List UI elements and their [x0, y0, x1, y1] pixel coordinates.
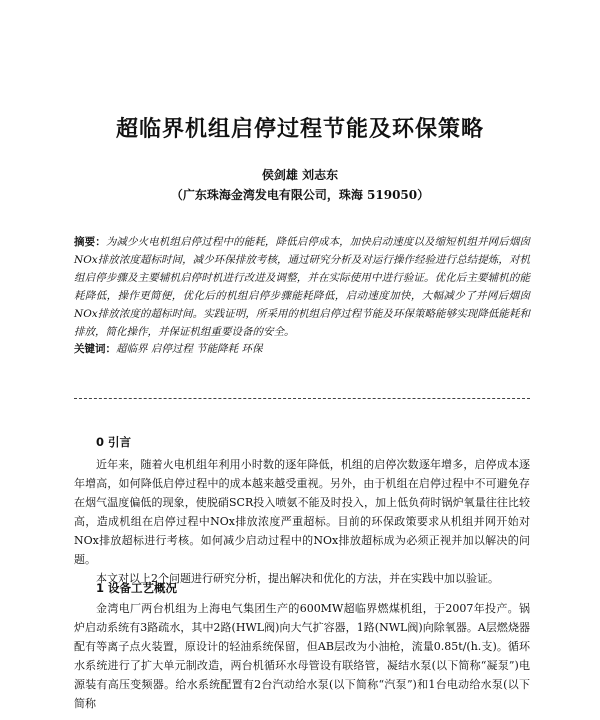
intro-paragraph-1: 近年来，随着火电机组年利用小时数的逐年降低，机组的启停次数逐年增多，启停成本逐年增高，如何降低启停过程中的成本越来越受重视。另外，由于机组在启停过程中不可避免存在烟气温度偏低的现象，使脱硝SCR投入喷氨不能及时投入，加上低负荷时锅炉氧量往往比较高，造成机组在启停过程中NOx排放浓度严重超标。目前的环保政策要求从机组并网开始对NOx排放超标进行考核。如何减少启动过程中的NOx排放超标成为必须正视并加以解决的问题。 [74, 458, 530, 566]
section-heading-equipment: 1 设备工艺概况 [96, 581, 178, 595]
affiliation: （广东珠海金湾发电有限公司，珠海 519050） [170, 188, 430, 202]
keywords-label: 关键词： [74, 343, 116, 355]
keywords-text: 超临界 启停过程 节能降耗 环保 [116, 343, 263, 355]
intro-paragraph-2: 本文对以上2个问题进行研究分析，提出解决和优化的方法，并在实践中加以验证。 [96, 572, 499, 585]
equipment-body [74, 599, 530, 713]
divider [74, 398, 530, 399]
abstract-label: 摘要： [74, 236, 106, 248]
keywords [74, 341, 530, 356]
abstract [74, 233, 530, 341]
abstract-text: 为减少火电机组启停过程中的能耗，降低启停成本，加快启动速度以及缩短机组并网后烟囱NOx排放浓度超标时间，减少环保排放考核，通过研究分析及对运行操作经验进行总结提炼，对机组启停步骤及主要辅机启停时机进行改进及调整，并在实际使用中进行验证。优化后主要辅机的能耗降低，操作更简便，优化后的机组启停步骤能耗降低，启动速度加快，大幅减少了并网后烟囱NOx排放浓度的超标时间。实践证明，所采用的机组启停过程节能及环保策略能够实现降低能耗和排放，简化操作，并保证机组重要设备的安全。 [74, 236, 531, 338]
paper-title: 超临界机组启停过程节能及环保策略 [115, 117, 484, 142]
section-heading-intro: 0 引言 [96, 435, 132, 449]
intro-body [74, 455, 530, 588]
equipment-paragraph-1: 金湾电厂两台机组为上海电气集团生产的600MW超临界燃煤机组，于2007年投产。锅炉启动系统有3路疏水，其中2路(HWL阀)向大气扩容器，1路(NWL阀)向除氧器。A层燃烧器配有等离子点火装置，原设计的轻油系统保留，但AB层改为小油枪，流量0.85t/(h.支)。循环水系统进行了扩大单元制改造，两台机循环水母管设有联络管，凝结水泵(以下简称“凝泵”)电源装有高压变频器。给水系统配置有2台汽动给水泵(以下简称“汽泵”)和1台电动给水泵(以下简称 [74, 602, 530, 710]
authors: 侯剑雄 刘志东 [261, 168, 339, 182]
